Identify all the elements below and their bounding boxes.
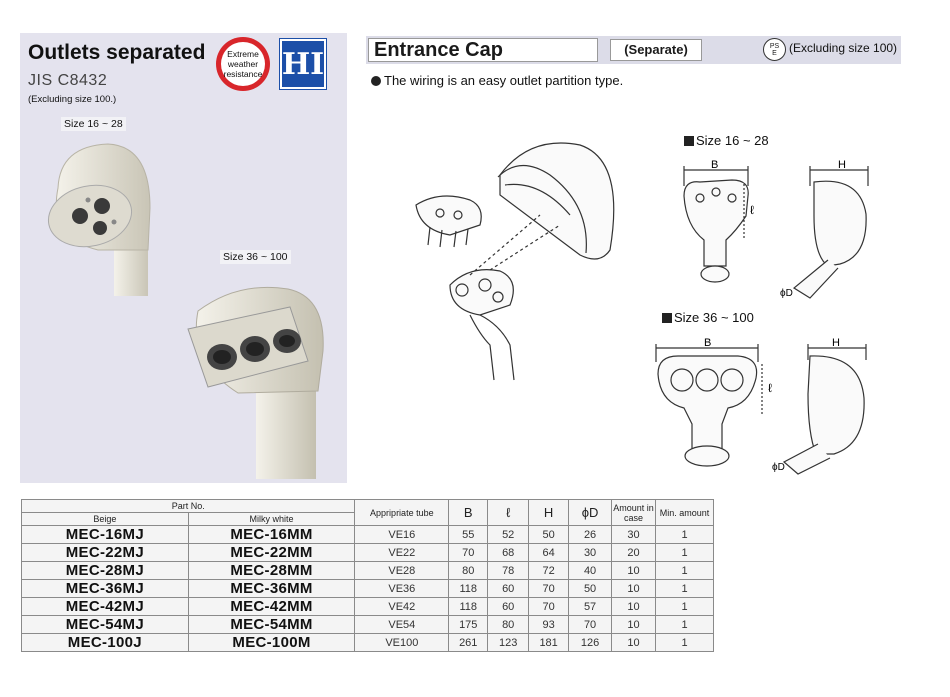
- large-front-view: [652, 334, 782, 484]
- small-side-view: [780, 156, 876, 306]
- large-side-view: [768, 334, 872, 484]
- bullet-icon: [371, 76, 381, 86]
- header-d: ϕD: [569, 500, 612, 526]
- table-row: MEC-42MJ MEC-42MM VE42 118 60 70 57 10 1: [22, 598, 714, 616]
- table-row: MEC-22MJ MEC-22MM VE22 70 68 64 30 20 1: [22, 544, 714, 562]
- badge-line-3: resistance: [223, 69, 263, 79]
- table-row: MEC-54MJ MEC-54MM VE54 175 80 93 70 10 1: [22, 616, 714, 634]
- dim-l-large: ℓ: [768, 381, 772, 395]
- dim-l-small: ℓ: [750, 203, 754, 217]
- header-part-no: Part No.: [22, 500, 355, 513]
- header-beige: Beige: [22, 513, 189, 526]
- table-row: MEC-28MJ MEC-28MM VE28 80 78 72 40 10 1: [22, 562, 714, 580]
- header-l: ℓ: [488, 500, 529, 526]
- header-amount-case: Amount in case: [612, 500, 656, 526]
- table-row: MEC-16MJ MEC-16MM VE16 55 52 50 26 30 1: [22, 526, 714, 544]
- header-excluding-note: (Excluding size 100): [789, 41, 898, 55]
- header-milky-white: Milky white: [188, 513, 355, 526]
- header-min-amount: Min. amount: [656, 500, 714, 526]
- badge-line-2: weather: [227, 59, 259, 69]
- dim-d-large: ϕD: [772, 462, 785, 473]
- spec-table: [21, 499, 714, 652]
- page-title: Entrance Cap: [368, 38, 598, 62]
- small-front-view: [676, 156, 772, 296]
- badge-line-1: Extreme: [227, 49, 259, 59]
- product-photo-small: [38, 138, 158, 298]
- outlets-panel: [20, 33, 347, 483]
- extreme-weather-badge: [216, 37, 270, 91]
- table-row: MEC-100J MEC-100M VE100 261 123 181 126 10 1: [22, 634, 714, 652]
- product-photo-large: [178, 271, 328, 481]
- table-body: [22, 526, 714, 652]
- dim-b-large: B: [704, 337, 712, 349]
- diagram-large-label: Size 36 ~ 100: [662, 310, 754, 325]
- size-large-label: Size 36 ~ 100: [220, 250, 291, 264]
- hi-badge: HI: [280, 39, 326, 89]
- entrance-cap-header: [366, 36, 901, 64]
- diagram-small-label: Size 16 ~ 28: [684, 133, 769, 148]
- wiring-note: The wiring is an easy outlet partition type.: [371, 73, 623, 88]
- pse-mark-icon: PS E: [763, 38, 786, 61]
- jis-standard: JIS C8432: [28, 72, 108, 89]
- exploded-diagram: [410, 135, 640, 385]
- table-row: MEC-36MJ MEC-36MM VE36 118 60 70 50 10 1: [22, 580, 714, 598]
- header-tube: Appripriate tube: [355, 500, 449, 526]
- dim-h-small: H: [838, 159, 846, 171]
- header-h: H: [529, 500, 569, 526]
- size-small-label: Size 16 ~ 28: [61, 117, 126, 131]
- dim-h-large: H: [832, 337, 840, 349]
- header-b: B: [449, 500, 488, 526]
- subtitle-separate: (Separate): [610, 39, 702, 61]
- panel-title: Outlets separated: [28, 41, 206, 64]
- excluding-note: (Excluding size 100.): [28, 94, 117, 105]
- dim-d-small: ϕD: [780, 288, 793, 299]
- dim-b-small: B: [711, 159, 719, 171]
